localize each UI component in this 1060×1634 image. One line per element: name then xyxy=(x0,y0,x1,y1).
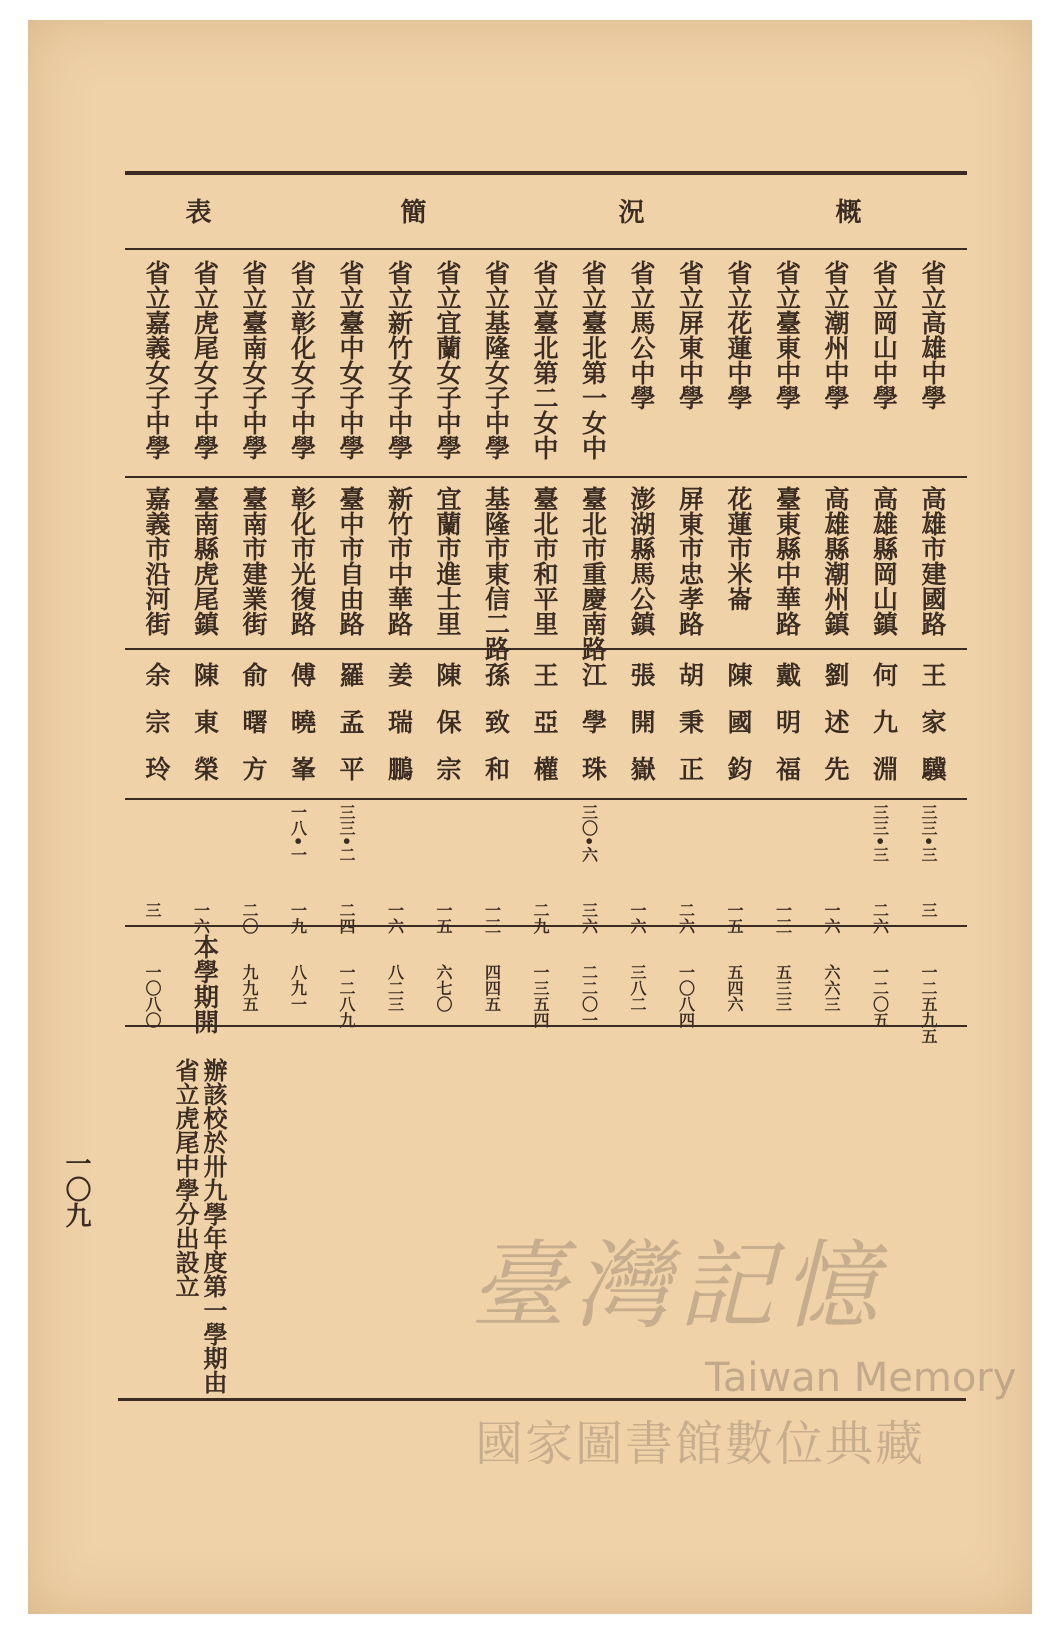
value-col-2: 一六 xyxy=(628,902,647,934)
school-address: 臺東縣中華路 xyxy=(772,486,802,636)
heading-char: 概 xyxy=(831,198,861,224)
principal-name: 陳國鈞 xyxy=(724,662,753,803)
value-col-2: 一三 xyxy=(482,902,502,934)
school-address: 臺南縣虎尾鎮 xyxy=(190,486,220,636)
value-col-2: 三六 xyxy=(579,902,599,934)
value-col-1: 一八•一 xyxy=(288,804,308,863)
school-address: 屏東市忠孝路 xyxy=(675,486,705,636)
school-name: 省立彰化女子中學 xyxy=(287,260,317,460)
principal-name: 姜瑞鵬 xyxy=(384,662,414,803)
principal-name: 陳東榮 xyxy=(190,662,220,803)
school-address: 高雄市建國路 xyxy=(918,486,947,636)
value-col-3: 六七〇 xyxy=(434,964,453,1012)
school-address: 基隆市東信二路 xyxy=(481,486,511,661)
school-name: 省立臺北第二女中 xyxy=(530,260,559,460)
school-name: 省立馬公中學 xyxy=(627,260,656,410)
heading-char: 簡 xyxy=(396,198,426,224)
footnote-line-1: 辦該校於卅九學年度第一學期由 xyxy=(199,1058,228,1394)
heading-char: 表 xyxy=(181,198,211,224)
school-address: 花蓮市米崙 xyxy=(724,486,753,611)
value-col-2: 一六 xyxy=(385,902,405,934)
value-col-2: 一五 xyxy=(434,902,453,934)
principal-name: 陳保宗 xyxy=(433,662,462,803)
value-col-3: 四四五 xyxy=(482,964,502,1012)
school-name: 省立新竹女子中學 xyxy=(384,260,414,460)
school-address: 宜蘭市進士里 xyxy=(433,486,462,636)
school-name: 省立高雄中學 xyxy=(918,260,947,410)
watermark-english: Taiwan Memory xyxy=(705,1355,1017,1401)
value-col-2: 二九 xyxy=(531,902,550,934)
col-rule-2 xyxy=(125,648,967,650)
principal-name: 羅孟平 xyxy=(336,662,365,803)
school-name: 省立基隆女子中學 xyxy=(481,260,511,460)
value-col-3: 一二五九五 xyxy=(919,964,938,1044)
school-address: 高雄縣潮州鎮 xyxy=(821,486,850,636)
school-name: 省立屏東中學 xyxy=(675,260,705,410)
principal-name: 余宗玲 xyxy=(142,662,171,803)
principal-name: 俞曙方 xyxy=(239,662,268,803)
value-col-3: 一〇八〇 xyxy=(143,964,162,1028)
watermark-library: 國家圖書館數位典藏 xyxy=(475,1416,926,1472)
principal-name: 胡秉正 xyxy=(675,662,705,803)
principal-name: 王家驥 xyxy=(918,662,947,803)
school-name: 省立臺中女子中學 xyxy=(336,260,365,460)
school-name: 省立虎尾女子中學 xyxy=(190,260,220,460)
value-col-2: 二六 xyxy=(676,902,696,934)
value-col-2: 三 xyxy=(143,902,162,918)
value-col-1: 三〇•六 xyxy=(579,804,599,863)
value-col-3: 八二三 xyxy=(385,964,405,1012)
school-address: 臺北市和平里 xyxy=(530,486,559,636)
school-name: 省立岡山中學 xyxy=(869,260,899,410)
principal-name: 孫致和 xyxy=(481,662,511,803)
footnote-line-2: 省立虎尾中學分出設立 xyxy=(171,1058,200,1298)
value-col-2: 二〇 xyxy=(240,902,259,934)
value-col-3: 一二〇五 xyxy=(870,964,890,1028)
principal-name: 劉述先 xyxy=(821,662,850,803)
value-col-3: 一〇八四 xyxy=(676,964,696,1028)
value-col-2: 一六 xyxy=(822,902,841,934)
value-col-3: 一三五四 xyxy=(531,964,550,1028)
heading-char: 況 xyxy=(614,198,644,224)
school-name: 省立臺南女子中學 xyxy=(239,260,268,460)
school-name: 省立宜蘭女子中學 xyxy=(433,260,462,460)
school-address: 澎湖縣馬公鎮 xyxy=(627,486,656,636)
school-address: 嘉義市沿河街 xyxy=(142,486,171,636)
heading-rule xyxy=(125,248,967,250)
value-col-2: 二六 xyxy=(870,902,890,934)
school-address: 臺北市重慶南路 xyxy=(578,486,608,661)
value-col-2: 三 xyxy=(919,902,938,918)
principal-name: 張開嶽 xyxy=(627,662,656,803)
value-col-1: 三三•三 xyxy=(870,804,890,863)
value-col-3: 二二〇一 xyxy=(579,964,599,1028)
value-col-3: 三八二 xyxy=(628,964,647,1012)
value-col-2: 一三 xyxy=(773,902,793,934)
principal-name: 何九淵 xyxy=(869,662,899,803)
value-col-3: 五三三 xyxy=(773,964,793,1012)
principal-name: 傅曉峯 xyxy=(287,662,317,803)
watermark-chinese: 臺灣記憶 xyxy=(470,1230,886,1342)
principal-name: 江學珠 xyxy=(578,662,608,803)
value-col-3: 九九五 xyxy=(240,964,259,1012)
page-number: 一〇九 xyxy=(61,1150,91,1228)
school-address: 高雄縣岡山鎮 xyxy=(869,486,899,636)
value-col-2: 二四 xyxy=(337,902,356,934)
school-name: 省立花蓮中學 xyxy=(724,260,753,410)
top-rule xyxy=(125,171,967,175)
principal-name: 戴明福 xyxy=(772,662,802,803)
principal-name: 王亞權 xyxy=(530,662,559,803)
value-col-2: 一六 xyxy=(191,902,211,934)
school-address: 新竹市中華路 xyxy=(384,486,414,636)
school-address: 臺南市建業街 xyxy=(239,486,268,636)
school-name: 省立嘉義女子中學 xyxy=(142,260,171,460)
value-col-3: 本學期開 xyxy=(190,934,220,1034)
value-col-2: 一五 xyxy=(725,902,744,934)
value-col-3: 五四六 xyxy=(725,964,744,1012)
value-col-2: 一九 xyxy=(288,902,308,934)
col-rule-1 xyxy=(125,476,967,478)
value-col-3: 六六三 xyxy=(822,964,841,1012)
value-col-3: 一二八九 xyxy=(337,964,356,1028)
school-address: 彰化市光復路 xyxy=(287,486,317,636)
value-col-3: 八九一 xyxy=(288,964,308,1012)
value-col-1: 三三•二 xyxy=(337,804,356,863)
value-col-1: 三三•三 xyxy=(919,804,938,863)
school-name: 省立臺北第一女中 xyxy=(578,260,608,460)
school-address: 臺中市自由路 xyxy=(336,486,365,636)
school-name: 省立臺東中學 xyxy=(772,260,802,410)
school-name: 省立潮州中學 xyxy=(821,260,850,410)
